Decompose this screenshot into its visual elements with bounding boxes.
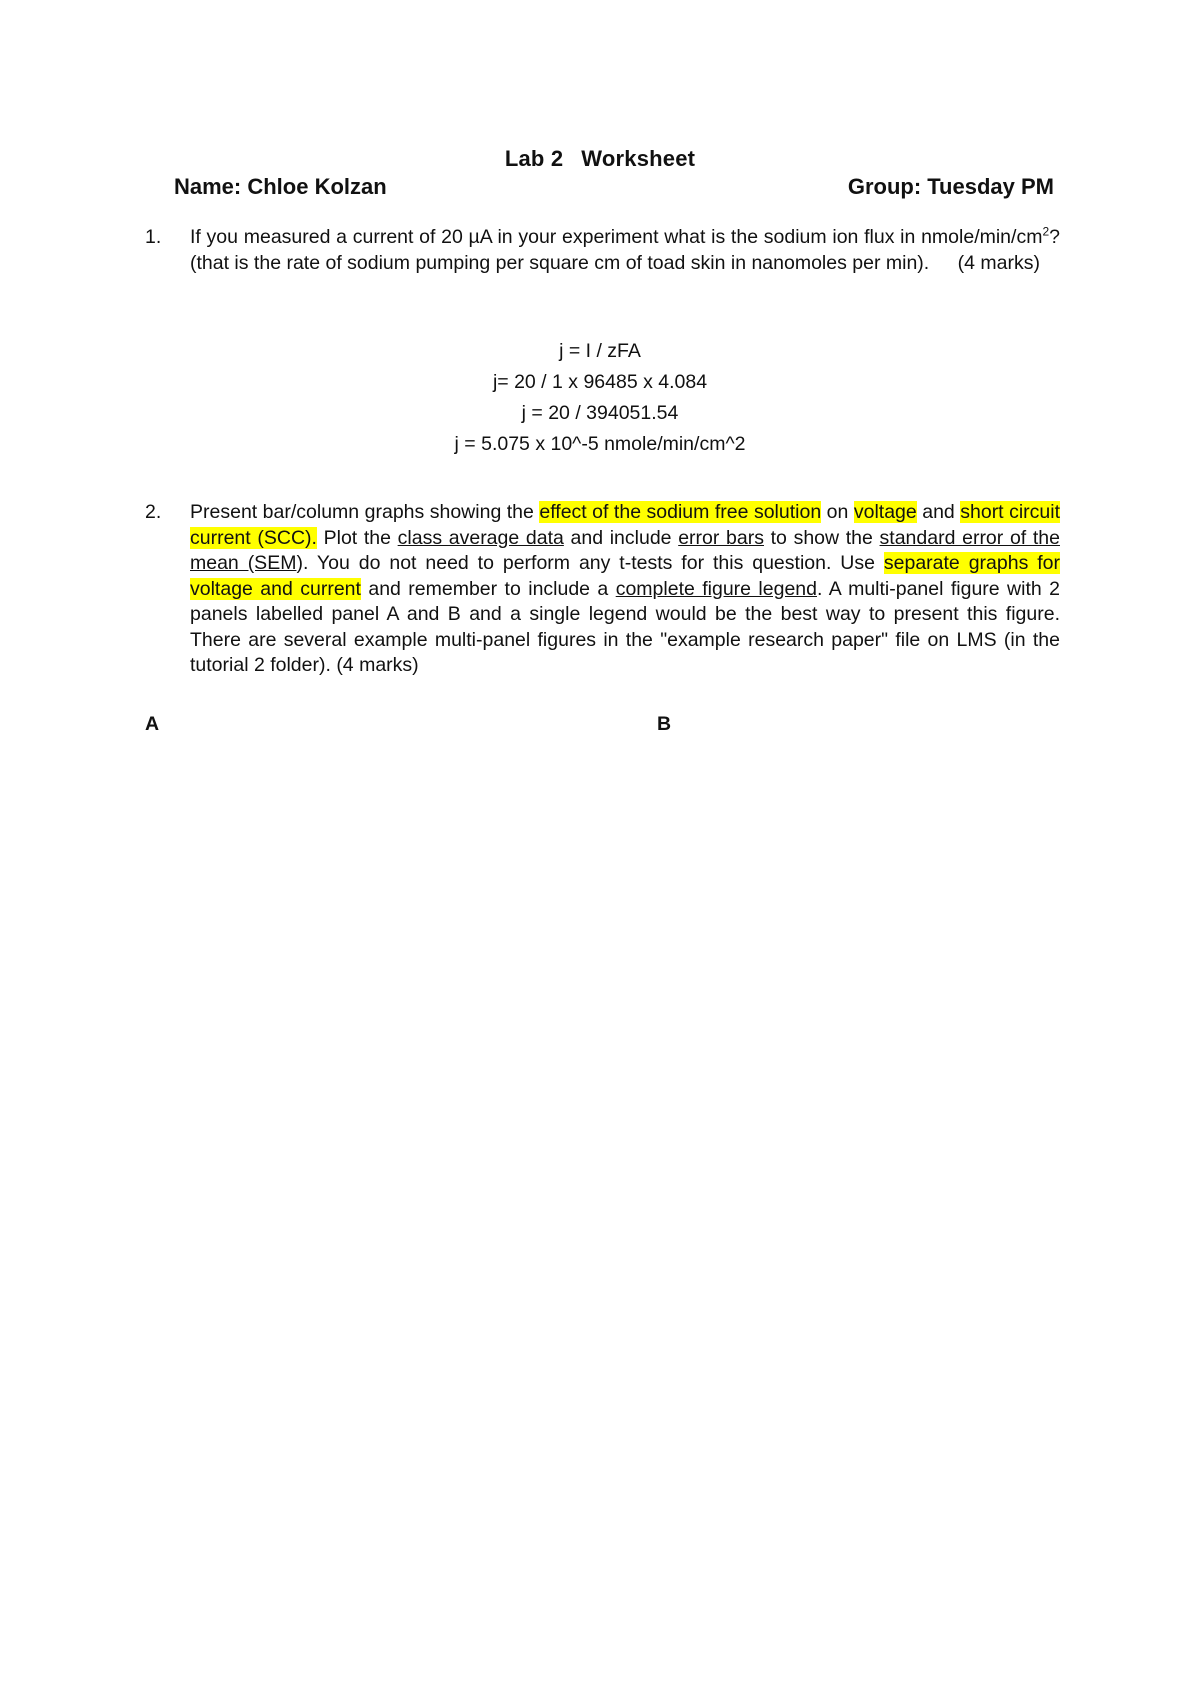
question-1-superscript: 2	[1042, 224, 1050, 239]
q2-text-1: Present bar/column graphs showing the	[190, 501, 540, 523]
q2-text-4: Plot the	[316, 526, 398, 549]
q2-text-3: and	[916, 501, 961, 523]
question-2-body	[190, 500, 1060, 679]
q2-text-2: on	[821, 501, 854, 523]
q2-text-5: and include	[563, 526, 679, 549]
formula-line-4: j = 5.075 x 10^-5 nmole/min/cm^2	[454, 433, 746, 455]
underline-sem: standard error of the mean (SEM	[190, 526, 1060, 574]
formula-line-1: j = I / zFA	[559, 340, 641, 362]
q2-text-7: ). You do not need to perform any t-tests for this question. Use	[296, 552, 884, 574]
title-worksheet: Worksheet	[581, 146, 696, 171]
question-2	[145, 500, 1060, 679]
highlight-scc: short circuit current (SCC).	[190, 501, 1061, 549]
q2-text-8: and remember to include a	[360, 577, 616, 600]
question-1-number: 1.	[145, 226, 162, 248]
q2-text-6: to show the	[763, 526, 880, 549]
question-1-text-a: If you measured a current of 20 µA in your experiment what is the sodium ion flux in nmole/min/cm	[190, 226, 1043, 248]
highlight-voltage: voltage	[853, 501, 917, 523]
panel-label-a: A	[145, 713, 160, 735]
underline-figure-legend: complete figure legend	[615, 577, 817, 600]
name-group-row	[174, 174, 1054, 200]
question-2-number: 2.	[145, 501, 162, 523]
underline-class-average: class average data	[397, 526, 564, 549]
question-1-text-b: ? (that is the rate of sodium pumping per square cm of toad skin in nanomoles per min).	[190, 226, 1060, 274]
question-1	[145, 225, 1060, 276]
highlight-sodium-free: effect of the sodium free solution	[539, 501, 822, 523]
student-name: Name: Chloe Kolzan	[174, 174, 387, 199]
question-1-marks: (4 marks)	[957, 251, 1040, 274]
formula-line-2: j= 20 / 1 x 96485 x 4.084	[492, 371, 708, 393]
formula-line-3: j = 20 / 394051.54	[521, 402, 679, 424]
highlight-separate-graphs: separate graphs for voltage and current	[190, 552, 1060, 600]
title-lab: Lab 2	[504, 146, 564, 171]
page-title	[0, 146, 1200, 172]
underline-error-bars: error bars	[678, 526, 764, 549]
panel-label-b: B	[657, 713, 672, 735]
question-1-body	[190, 225, 1060, 276]
q2-text-9: . A multi-panel figure with 2 panels labelled panel A and B and a single legend would be the best way to present this figure. There are several example multi-panel figures in the "example research paper" file on LMS (in the tutorial 2 folder). (4 marks)	[190, 577, 1060, 676]
group-label: Group: Tuesday PM	[847, 174, 1054, 199]
